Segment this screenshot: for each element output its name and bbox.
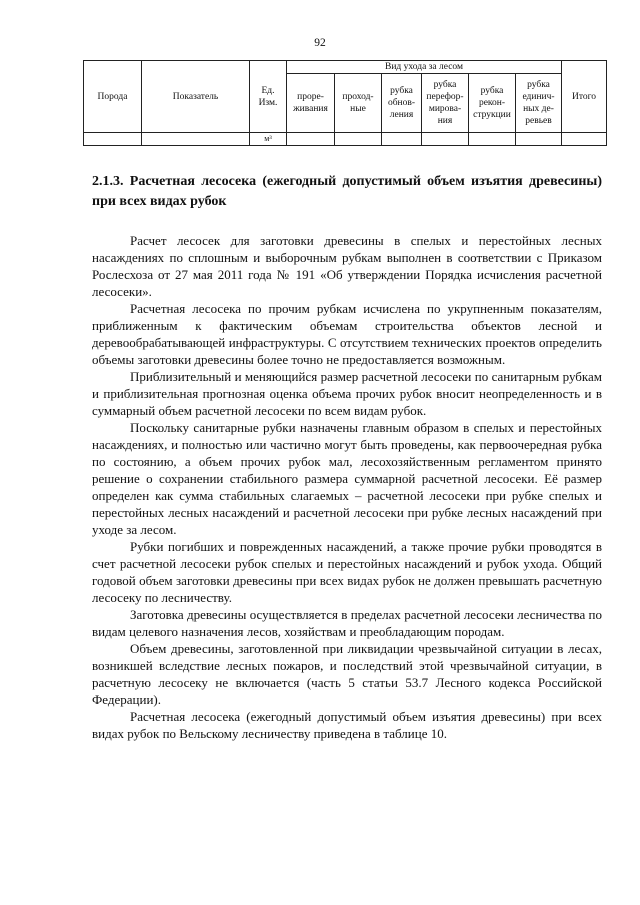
- body-text: [92, 232, 602, 742]
- table-cell: [382, 133, 422, 146]
- paragraph: Заготовка древесины осуществляется в пределах расчетной лесосеки лесничества по видам целевого назначения лесов, хозяйствам и преобладающим породам.: [92, 607, 602, 639]
- table-row: [84, 133, 607, 146]
- paragraph: Расчетная лесосека по прочим рубкам исчислена по укрупненным показателям, приближенным к фактическим объемам строительства объектов лесной и деревообрабатывающей инфраструктуры. С отсутствием технических проектов определить объемы заготовки древесины более точно не предоставляется возможным.: [92, 301, 602, 367]
- paragraph: Поскольку санитарные рубки назначены главным образом в спелых и перестойных насаждениях, и полностью или частично могут быть проведены, как первоочередная рубка по состоянию, а объем прочих рубок мал, лесохозяйственным регламентом принято решение о сохранении стабильного размера суммарной расчетной лесосеки. Её размер определен как сумма стабильных слагаемых – расчетной лесосеки при рубке спелых и перестойных лесных насаждений и расчетной лесосеки при рубке лесных насаждений при уходе за лесом.: [92, 420, 602, 537]
- paragraph: Объем древесины, заготовленной при ликвидации чрезвычайной ситуации в лесах, возникшей вследствие лесных пожаров, и последствий этой чрезвычайной ситуации, в расчетную лесосеку не включается (часть 5 статьи 53.7 Лесного кодекса Российской Федерации).: [92, 641, 602, 707]
- header-care-type: проход-ные: [335, 74, 382, 133]
- table-cell: [516, 133, 562, 146]
- table-cell: [84, 133, 142, 146]
- header-care-type: рубка рекон-струкции: [469, 74, 516, 133]
- header-unit: Ед. Изм.: [250, 61, 287, 133]
- header-care-type: рубка перефор-мирова-ния: [422, 74, 469, 133]
- paragraph: Расчетная лесосека (ежегодный допустимый объем изъятия древесины) при всех видах рубок по Вельскому лесничеству приведена в таблице 10.: [92, 709, 602, 741]
- header-care-group: Вид ухода за лесом: [287, 61, 562, 74]
- forest-care-table: [83, 60, 607, 146]
- table-cell: [562, 133, 607, 146]
- table-cell: [335, 133, 382, 146]
- table-cell: [142, 133, 250, 146]
- table-cell: [422, 133, 469, 146]
- header-indicator: Показатель: [142, 61, 250, 133]
- header-care-type: проре-живания: [287, 74, 335, 133]
- page-number: 92: [314, 37, 326, 49]
- paragraph: Расчет лесосек для заготовки древесины в спелых и перестойных лесных насаждениях по сплошным и выборочным рубкам выполнен в соответствии с Приказом Рослесхоза от 27 мая 2011 года № 191 «Об утверждении Порядка исчисления расчетной лесосеки».: [92, 233, 602, 299]
- paragraph: Приблизительный и меняющийся размер расчетной лесосеки по санитарным рубкам и приблизительная прогнозная оценка объема прочих рубок вносит неопределенность и в суммарный объем расчетной лесосеки по всем видам рубок.: [92, 369, 602, 418]
- table-cell: [469, 133, 516, 146]
- header-care-type: рубка единич-ных де-ревьев: [516, 74, 562, 133]
- header-species: Порода: [84, 61, 142, 133]
- table-cell: [287, 133, 335, 146]
- unit-cell: м³: [250, 133, 287, 146]
- header-total: Итого: [562, 61, 607, 133]
- paragraph: Рубки погибших и поврежденных насаждений, а также прочие рубки проводятся в счет расчетной лесосеки рубок спелых и перестойных насаждений и рубок ухода. Общий годовой объем заготовки древесины при всех видах рубок не должен превышать расчетную лесосеку по лесничеству.: [92, 539, 602, 605]
- header-care-type: рубка обнов-ления: [382, 74, 422, 133]
- section-heading: 2.1.3. Расчетная лесосека (ежегодный допустимый объем изъятия древесины) при всех видах рубок: [92, 174, 602, 209]
- table-header-row: [84, 61, 607, 74]
